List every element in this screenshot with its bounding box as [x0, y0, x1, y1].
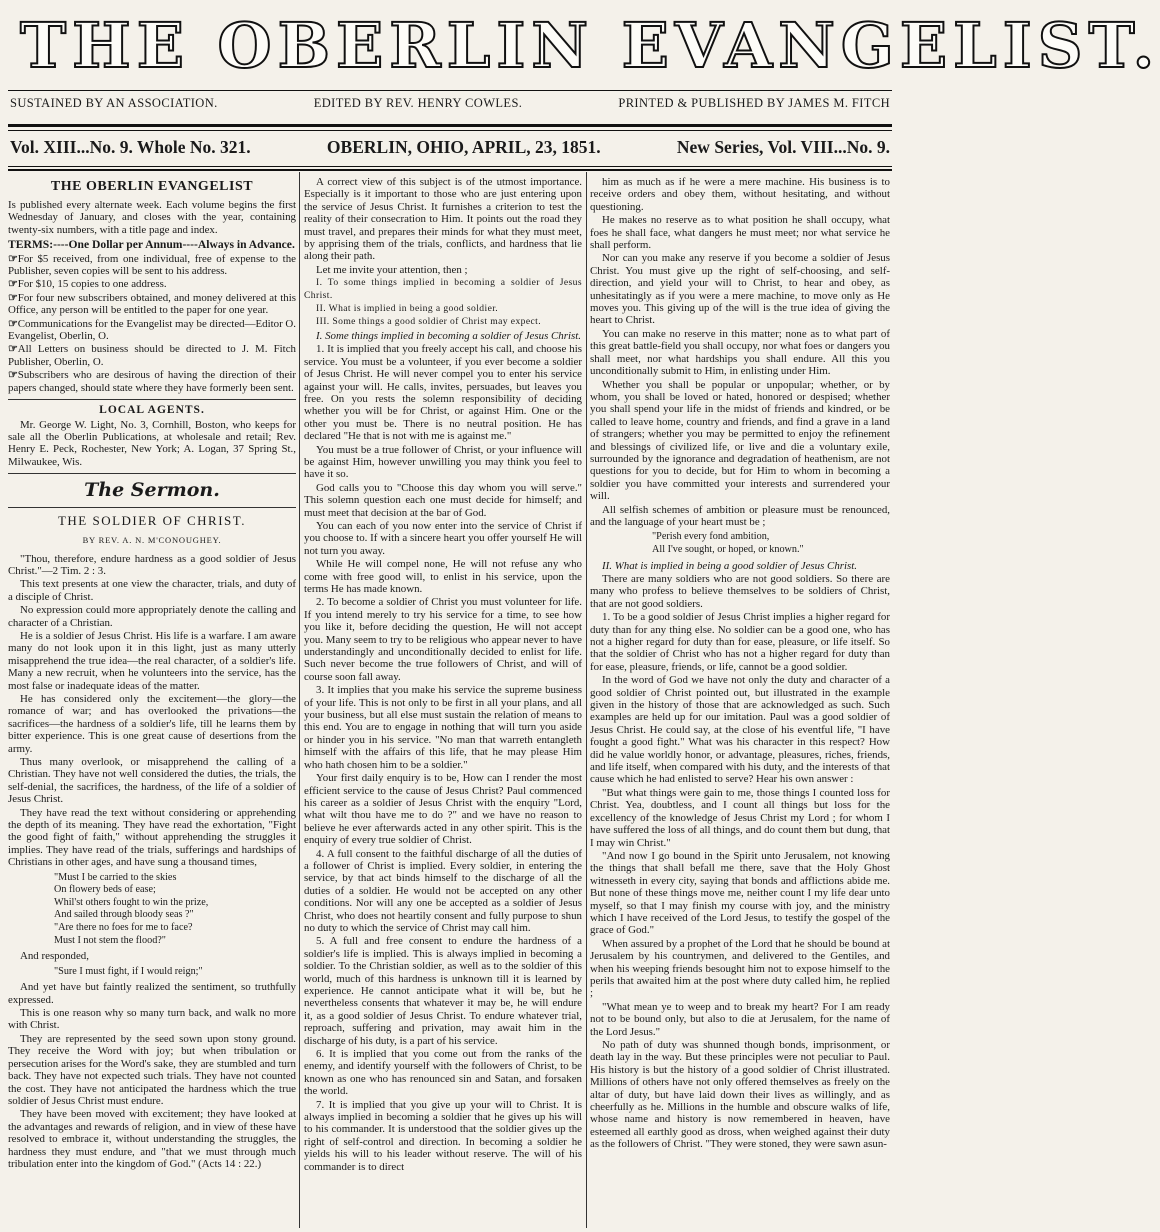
- paragraph: 4. A full consent to the faithful discharge of all the duties of a follower of Christ is implied. Every soldier, in entering the service, by that act binds himself to the discharge of all the duties of a soldier. He would not be accepted on any other conditions. Nor will any one be accepted as a soldier of Jesus Christ, who does not heartily consent and fully purpose to shun no duty to which the service of Christ may call him.: [304, 847, 582, 934]
- section-heading: II. What is implied in being a good soldier of Jesus Christ.: [602, 559, 858, 572]
- outline-item: I. To some things implied in becoming a soldier of Jesus Christ.: [304, 277, 582, 301]
- epigraph: "Thou, therefore, endure hardness as a good soldier of Jesus Christ."—2 Tim. 2 : 3.: [8, 552, 296, 577]
- hymn-verse: [590, 531, 890, 556]
- paragraph: He is a soldier of Jesus Christ. His life is a warfare. I am aware many do not look upon it in this light, just as many utterly misapprehend the true idea—the real character, of a soldier's life. Many a new recruit, when he volunteers into the service, has the most false or inadequate ideas of the matter.: [8, 629, 296, 692]
- pointing-hand-icon: ☞: [8, 317, 18, 330]
- paragraph: him as much as if he were a mere machine. His business is to receive orders and obey them, without hesitating, and without questioning.: [590, 176, 890, 213]
- column-divider: [586, 172, 587, 1228]
- terms-item: [8, 278, 296, 290]
- terms-item: [8, 318, 296, 343]
- sermon-paragraphs: [8, 981, 296, 1170]
- publisher-line: [10, 96, 890, 116]
- paragraph: He has considered only the excitement—the glory—the romance of war; and has overlooked the privations—the sacrifices—the hardness of a soldier's life, till he learns them by bitter experience. This is one great cause of desertions from the army.: [8, 693, 296, 755]
- local-agents-body: Mr. George W. Light, No. 3, Cornhill, Boston, who keeps for sale all the Oberlin Publications, at wholesale and retail; Rev. Henry E. Peck, Rochester, New York; A. Logan, 37 Spring St., Milwaukee, Wis.: [8, 418, 296, 468]
- paragraph: They are represented by the seed sown upon stony ground. They receive the Word with joy; but when tribulation or persecution arises for the Word's sake, they are stumbled and turn back. They have not expected such trials. They have not counted the cost. They have not anticipated the hardness which the true soldier of Jesus Christ must endure.: [8, 1032, 296, 1107]
- pointing-hand-icon: ☞: [8, 343, 18, 356]
- divider: [8, 473, 296, 474]
- pointing-hand-icon: ☞: [8, 252, 18, 265]
- edited-by: EDITED BY REV. HENRY COWLES.: [313, 96, 523, 110]
- paragraph: They have read the text without considering or apprehending the depth of its meaning. They have read the exhortation, "Fight the good fight of faith," without apprehending the struggles it implies. They have read of the trials, sufferings and hardships of Christians in other ages, and have sung a thousand times,: [8, 806, 296, 869]
- outline-item: II. What is implied in being a good soldier.: [316, 303, 499, 315]
- sermon-title: THE SOLDIER OF CHRIST.: [57, 513, 247, 529]
- hymn-line: "Are there no foes for me to face?: [54, 922, 193, 934]
- paragraph: This text presents at one view the character, trials, and duty of a disciple of Christ.: [8, 578, 296, 603]
- sermon-paragraphs: [590, 573, 890, 1151]
- paragraph: 7. It is implied that you give up your will to Christ. It is always implied in becoming a soldier that he gives up his will to his commander. It is understood that the soldier gives up the right of self-control and direction. In becoming a soldier he yields his will to his leader without reserve. The will of his commander is to direct: [304, 1098, 582, 1173]
- paragraph: There are many soldiers who are not good soldiers. So there are many who profess to believe themselves to be soldiers of Christ, that are not good soldiers.: [590, 572, 890, 610]
- paragraph: Thus many overlook, or misapprehend the calling of a Christian. They have not well considered the duties, the trials, the self-denial, the sacrifices, the hardness, of the life of a soldier of Jesus Christ.: [8, 756, 296, 806]
- and-responded: And responded,: [20, 950, 89, 963]
- paragraph: All selfish schemes of ambition or pleasure must be renounced, and the language of your heart must be ;: [590, 503, 890, 528]
- outline-item: III. Some things a good soldier of Christ may expect.: [316, 316, 542, 328]
- hymn-verse: [8, 872, 296, 948]
- paragraph: Your first daily enquiry is to be, How can I render the most efficient service to the cause of Jesus Christ? Paul commenced his career as a soldier of Jesus Christ with the enquiry "Lord, what wilt thou have me to do ?" and we have no reason to believe he ever afterwards acted in any other spirit. This is the enquiry of every true soldier of Christ.: [304, 772, 582, 847]
- paragraph: This is one reason why so many turn back, and walk no more with Christ.: [8, 1007, 296, 1032]
- terms-item: [8, 253, 296, 278]
- terms-item: [8, 343, 296, 368]
- paragraph: No expression could more appropriately denote the calling and character of a Christian.: [8, 604, 296, 629]
- sermon-paragraphs: [8, 578, 296, 868]
- sermon-section-heading: The Sermon.: [84, 479, 220, 502]
- paragraph: While He will compel none, He will not refuse any who come with free good will, to enlist in his service, upon the terms He has made known.: [304, 558, 582, 595]
- dateline-top-rule-thin: [8, 130, 892, 131]
- intro-paragraph: A correct view of this subject is of the utmost importance. Especially is it important to those who are just entering upon the service of Jesus Christ. It furnishes a criterion to test the reality of their consecration to Him. It points out the road they must travel, and prepares their minds for what they must meet, by apprising them of the trials, conflicts, and hardness that lie along their path.: [304, 176, 582, 263]
- sermon-paragraphs: [304, 343, 582, 1173]
- masthead-rule: [8, 90, 892, 91]
- pointing-hand-icon: ☞: [8, 369, 18, 382]
- paragraph: 2. To become a soldier of Christ you must volunteer for life. If you intend merely to try his service for a time, to see how you like it, before deciding the question, He will not accept you. Many seem to try to be religious who appear never to have understandingly and unconditionally decided to enlist for life. Such never become the true followers of Christ, and will of course soon fall away.: [304, 596, 582, 683]
- sustained-by: SUSTAINED BY AN ASSOCIATION.: [10, 96, 218, 110]
- dateline-top-rule: [8, 124, 892, 127]
- terms-item: [8, 292, 296, 317]
- sermon-byline: BY REV. A. N. M'CONOUGHEY.: [82, 535, 222, 546]
- masthead-title: THE OBERLIN EVANGELIST.: [20, 9, 1160, 82]
- divider: [8, 507, 296, 508]
- paragraph: In the word of God we have not only the duty and character of a good soldier of Christ pointed out, but illustrated in the example given in the history of those that are acknowledged as such. Such examples are held up for our imitation. Paul was a good soldier of Jesus Christ. He could say, at the close of his eventful life, "I have fought a good fight." What was his character in this respect? How did he value worldly honor, or advantage, pleasures, riches, friends, and life itself, when compared with his duty, and the interests of that cause which he had enlisted to serve? Hear his own answer :: [590, 674, 890, 786]
- paragraph: You can each of you now enter into the service of Christ if you choose to. If with a sincere heart you offer yourself He will not turn you away.: [304, 519, 582, 557]
- paragraph: And yet have but faintly realized the sentiment, so truthfully expressed.: [8, 981, 296, 1006]
- pointing-hand-icon: ☞: [8, 278, 18, 291]
- local-agents-heading: LOCAL AGENTS.: [99, 404, 205, 417]
- paragraph: 3. It implies that you make his service the supreme business of your life. This is not only to be first in all your plans, and all your business, but all else must sustain the relation of means to this end. You are to engage in nothing that will turn you aside or hinder you in his service. "No man that warreth entangleth himself with the affairs of this life, that he may please Him who hath chosen him to be a soldier.": [304, 684, 582, 771]
- invite-line: Let me invite your attention, then ;: [316, 263, 468, 276]
- paragraph: 5. A full and free consent to endure the hardness of a soldier's life is implied. This is always implied in becoming a soldier. To the Christian soldier, as well as to the soldier of this world, much of this hardness is unknown till it is learned by experience. He cannot anticipate what it will be, but he nevertheless consents that whatever it may be, he will endure it, as a good soldier of Jesus Christ. To endure whatever trial, reproach, suffering and privation, may await him in the discharge of his duty, is a part of his service.: [304, 935, 582, 1047]
- hymn-line: "Must I be carried to the skies: [54, 871, 177, 883]
- sermon-outline: [304, 277, 582, 329]
- hymn-line: And sailed through bloody seas ?": [54, 909, 194, 921]
- hymn-line: Whil'st others fought to win the prize,: [54, 896, 209, 908]
- paragraph: "But what things were gain to me, those things I counted loss for Christ. Yea, doubtless, and I count all things but loss for the excellency of the knowledge of Jesus Christ my Lord ; for whom I have suffered the loss of all things, and do count them but dung, that I may win Christ.": [590, 786, 890, 849]
- column-3: [590, 176, 890, 1226]
- paragraph: 1. It is implied that you freely accept his call, and choose his service. You must be a volunteer, if you ever become a soldier of Jesus Christ. He will never compel you to enter his service against your will. He calls, invites, persuades, but leaves you free. On you rests the solemn responsibility of deciding whether you will be for Christ, or against Him. One or the other you must be. There is no neutral position. He has declared "He that is not with me is against me.": [304, 343, 582, 443]
- paragraph: Whether you shall be popular or unpopular; whether, or by whom, you shall be loved or hated, honored or despised; whether you shall spend your life in the midst of friends and kindred, or be called to leave home, country and friends, and find a grave in a land of strangers; whether you may be permitted to enjoy the refinement and blessings of civilized life, or live and die a voluntary exile, surrounded by the ignorance and degradation of heathenism, are not questions for you to decide, but for Him to whom in becoming a soldier you have committed your interests and surrendered your will.: [590, 378, 890, 503]
- paragraph: You can make no reserve in this matter; none as to what part of this great battle-field you shall occupy, nor what foes or dangers you shall meet, nor what hardships you shall endure. All this you unconditionally submit to Him, in enlisting under Him.: [590, 327, 890, 378]
- paragraph: They have been moved with excitement; they have looked at the advantages and rewards of religion, and in view of these have resolved to embrace it, without understanding the struggles, the hardness they must endure, and "that we must through much tribulation enter into the kingdom of God." (Acts 14 : 22.): [8, 1108, 296, 1170]
- volume-number: Vol. XIII...No. 9. Whole No. 321.: [10, 137, 251, 157]
- terms-item: [8, 369, 296, 394]
- column-1: [8, 176, 296, 1226]
- paragraph: Nor can you make any reserve if you become a soldier of Jesus Christ. You must give up the right of self-choosing, and self-direction, and yield your will to Christ, to hear and obey, as unhesitatingly as if you were a mere machine, to move only as He moves you. This giving up of the will is the true idea of giving the heart to Christ.: [590, 252, 890, 327]
- terms-item-text: For four new subscribers obtained, and money delivered at this Office, any person will be entitled to the paper for one year.: [8, 291, 296, 317]
- paragraph: God calls you to "Choose this day whom you will serve." This solemn question each one must decide for himself; and must meet that decision at the bar of God.: [304, 481, 582, 519]
- series-number: New Series, Vol. VIII...No. 9.: [676, 137, 890, 157]
- notice-heading: THE OBERLIN EVANGELIST: [50, 179, 254, 194]
- printed-by: PRINTED & PUBLISHED BY JAMES M. FITCH: [618, 96, 890, 110]
- paragraph: He makes no reserve as to what position he shall occupy, what foes he shall face, what dangers he must meet; nor what service he shall perform.: [590, 214, 890, 252]
- hymn-line: "Sure I must fight, if I would reign;": [54, 965, 203, 977]
- paragraph: No path of duty was shunned though bonds, imprisonment, or death lay in the way. But these principles were not peculiar to Paul. His history is but the history of a good soldier of Christ illustrated. Millions of others have not only offered themselves as freely on the altar of duty, but have laid down their lives as willingly, and as cheerfully as he. Millions in the humble and obscure walks of life, whose name and history is now remembered in heaven, have esteemed all earthly good as dross, when weighed against their duty as the followers of Christ. "They were stoned, they were sawn asun-: [590, 1039, 890, 1151]
- paragraph: "What mean ye to weep and to break my heart? For I am ready not to be bound only, but also to die at Jerusalem, for the name of the Lord Jesus.": [590, 1000, 890, 1038]
- section-heading: I. Some things implied in becoming a soldier of Jesus Christ.: [316, 329, 581, 342]
- terms-heading: TERMS:----One Dollar per Annum----Always in Advance.: [8, 238, 295, 252]
- dateline-bottom-rule: [8, 166, 892, 167]
- terms-item-text: For $5 received, from one individual, free of expense to the Publisher, seven copies will be sent to his address.: [8, 252, 296, 278]
- paragraph: 6. It is implied that you come out from the ranks of the enemy, and identify yourself with the followers of Christ, to be known as one who has renounced sin and Satan, and forsaken the world.: [304, 1048, 582, 1098]
- dateline-bottom-rule-thick: [8, 169, 892, 171]
- terms-item-text: For $10, 15 copies to one address.: [17, 278, 167, 291]
- paragraph: 1. To be a good soldier of Jesus Christ implies a higher regard for duty than for any thing else. No soldier can be a good one, who has not a higher regard for duty than for ease, pleasure, or life itself. So that the soldier of Christ who has not a higher regard for duty than for ease, pleasure, friends, or life, cannot be a good soldier.: [590, 611, 890, 673]
- dateline: [10, 137, 890, 163]
- terms-item-text: Communications for the Evangelist may be directed—Editor O. Evangelist, Oberlin, O.: [8, 317, 297, 343]
- issue-date: OBERLIN, OHIO, APRIL, 23, 1851.: [326, 137, 601, 157]
- terms-item-text: All Letters on business should be directed to J. M. Fitch Publisher, Oberlin, O.: [8, 343, 296, 368]
- hymn-line: On flowery beds of ease;: [54, 884, 156, 896]
- terms-item-text: Subscribers who are desirous of having the direction of their papers changed, should state where they have formerly been sent.: [8, 369, 296, 394]
- column-2: [304, 176, 582, 1226]
- terms-list: [8, 253, 296, 394]
- column-divider: [299, 172, 300, 1228]
- hymn-line: All I've sought, or hoped, or known.": [652, 543, 804, 555]
- notice-body: Is published every alternate week. Each volume begins the first Wednesday of January, and closes with the year, containing twenty-six numbers, with a title page and index.: [8, 199, 296, 236]
- sermon-paragraphs: [590, 176, 890, 528]
- paragraph: "And now I go bound in the Spirit unto Jerusalem, not knowing the things that shall befall me there, save that the Holy Ghost witnesseth in every city, saying that bonds and afflictions abide me. But none of these things move me, neither count I my life dear unto myself, so that I may finish my course with joy, and the ministry which I have received of the Lord Jesus, to testify the gospel of the grace of God.": [590, 849, 890, 937]
- pointing-hand-icon: ☞: [8, 291, 18, 304]
- hymn-line: "Perish every fond ambition,: [652, 531, 770, 543]
- paragraph: When assured by a prophet of the Lord that he should be bound at Jerusalem by his countrymen, and delivered to the Gentiles, and when his weeping friends besought him not to expose himself to the perils that awaited him at the post where duty called him, he replied ;: [590, 937, 890, 1000]
- paragraph: You must be a true follower of Christ, or your influence will be against Him, however unwilling you may think you feel to have it so.: [304, 443, 582, 481]
- divider: [8, 399, 296, 400]
- hymn-line: Must I not stem the flood?": [54, 934, 166, 946]
